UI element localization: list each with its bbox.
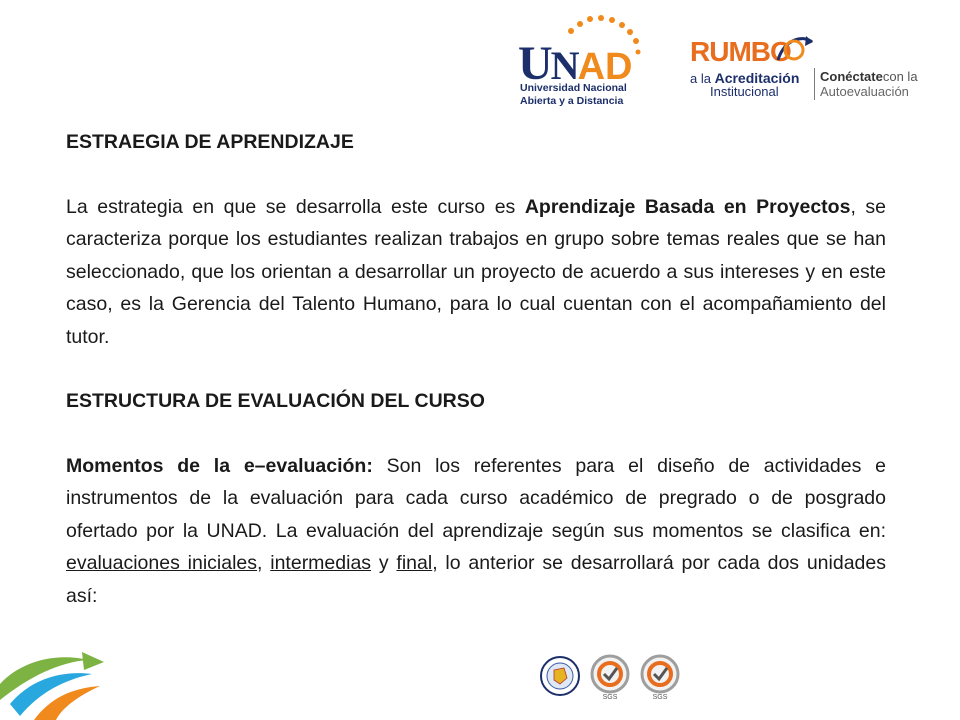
strategy-paragraph: La estrategia en que se desarrolla este curso es Aprendizaje Basada en Proyectos, se caracteriza porque los estudiantes realizan trabajos en grupo sobre temas reales que se han seleccionado, que los orientan a desarrollar un proyecto de acuerdo a sus intereses y en este caso, es la Gerencia del Talento Humano, para lo cual cuentan con el acompañamiento del tutor.: [66, 195, 886, 348]
strategy-bold-term: Aprendizaje Basada en Proyectos: [524, 195, 851, 218]
section-heading-evaluation: ESTRUCTURA DE EVALUACIÓN DEL CURSO: [66, 390, 485, 412]
unad-subtitle-line1: Universidad Nacional: [520, 82, 627, 94]
unad-wordmark: UNAD: [518, 37, 633, 90]
rumbo-divider: [814, 68, 815, 100]
section-heading-strategy: ESTRAEGIA DE APRENDIZAJE: [66, 131, 354, 153]
colombia-seal-icon: [541, 657, 579, 695]
link-intermedias: intermedias: [270, 552, 372, 574]
unad-logo: [518, 10, 648, 110]
evaluation-paragraph: Momentos de la e–evaluación: Son los referentes para el diseño de actividades e instrumentos de la evaluación para cada curso académico de pregrado o de posgrado ofertado por la UNAD. La evaluación del aprendizaje según sus momentos se clasifica en: evaluaciones iniciales, intermedias y final, lo anterior se desarrollará por cada dos unidades así:: [66, 454, 886, 607]
rumbo-logo: [690, 36, 930, 106]
link-evaluaciones-iniciales: evaluaciones iniciales: [66, 552, 258, 574]
sgs-label-2: SGS: [652, 694, 668, 701]
footer-swoosh-icon: [0, 640, 110, 720]
sgs-label-1: SGS: [602, 694, 618, 701]
rumbo-wordmark: RUMBO: [690, 36, 791, 67]
rumbo-right-line2: Autoevaluación: [820, 84, 909, 99]
rumbo-swoosh-icon: [774, 32, 814, 66]
sgs-badge-icon-2: [642, 656, 678, 701]
rumbo-line1: a la Acreditación: [690, 70, 800, 86]
rumbo-line2: Institucional: [710, 84, 779, 99]
certification-badges: [540, 652, 690, 702]
evaluation-bold-term: Momentos de la e–evaluación:: [66, 454, 373, 477]
unad-subtitle-line2: Abierta y a Distancia: [520, 95, 624, 107]
slide-content: [66, 126, 886, 612]
rumbo-right-line1: Conéctatecon la: [820, 69, 918, 84]
sgs-badge-icon-1: [592, 656, 628, 701]
link-final: final: [396, 552, 433, 574]
